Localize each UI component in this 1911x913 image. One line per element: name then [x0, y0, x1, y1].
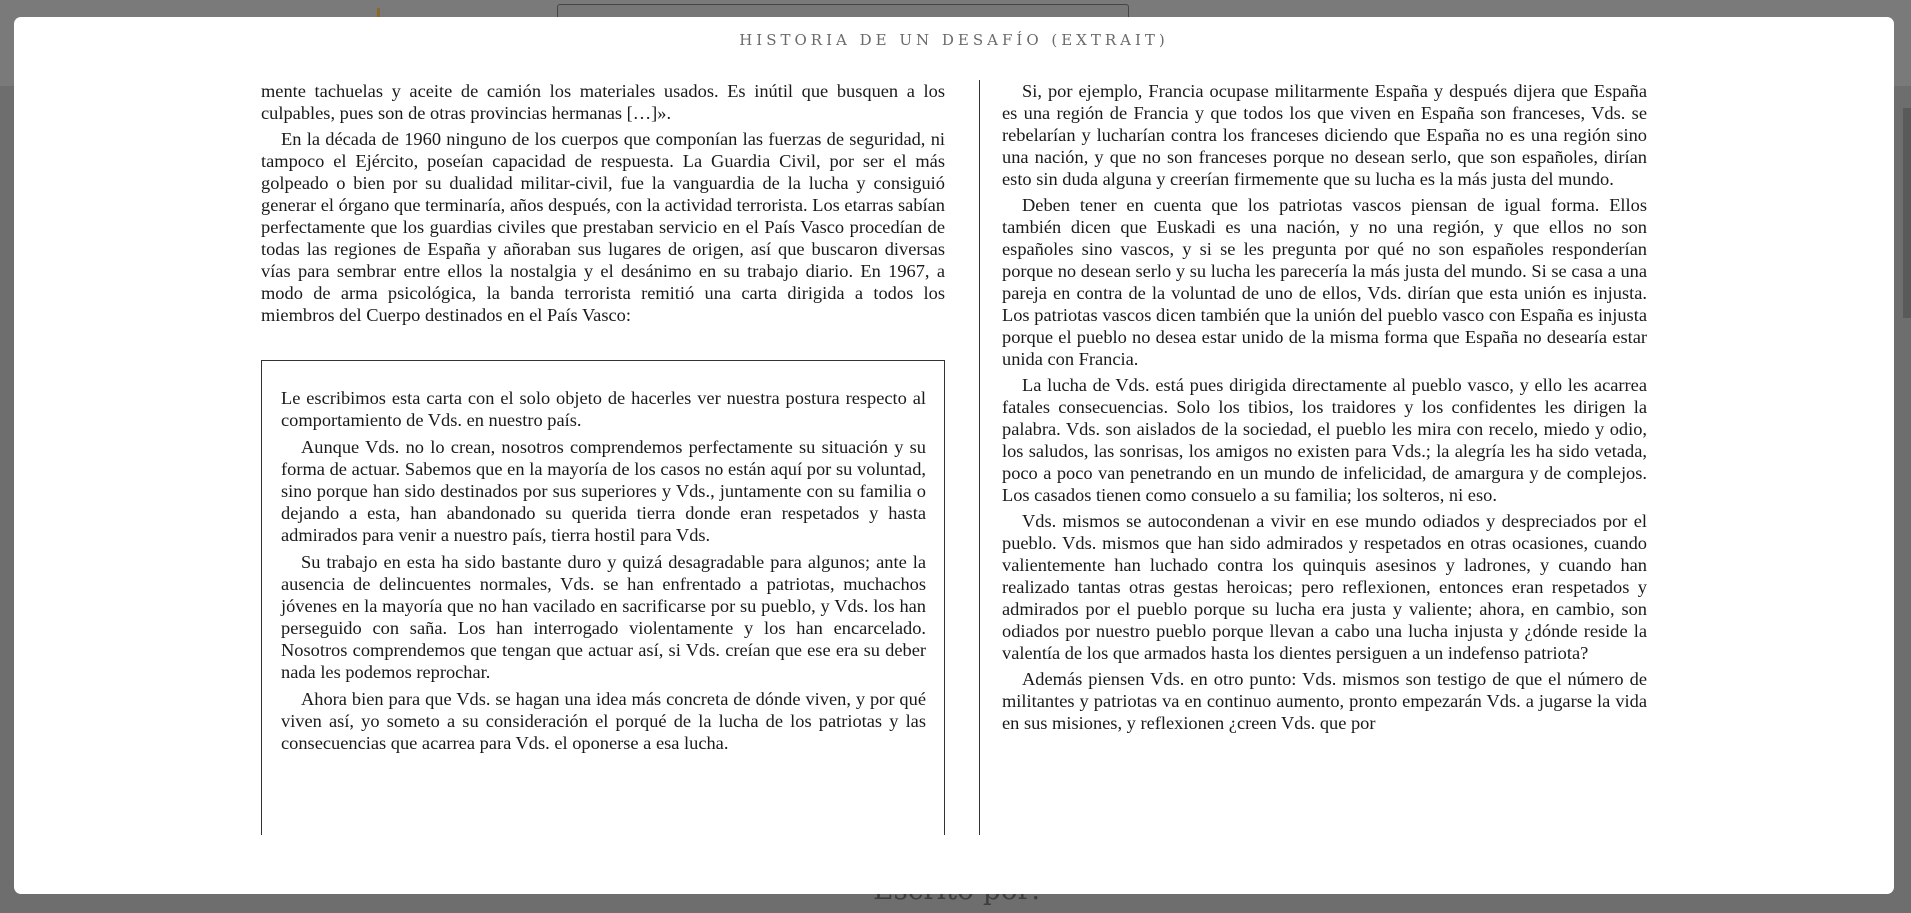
right-column — [1002, 80, 1647, 835]
paragraph: Si, por ejemplo, Francia ocupase militarmente España y después dijera que España es una región de Francia y que todos los que viven en España son franceses, Vds. se rebelarían y lucharían contra los franceses diciendo que España no es una región sino una nación, y que no son franceses porque no desean serlo, que son españoles, dirían esto sin duda alguna y creerían firmemente que su lucha es la más justa del mundo. — [1002, 81, 1647, 189]
letter-paragraph: Ahora bien para que Vds. se hagan una idea más concreta de dónde viven, y por qué viven así, yo someto a su consideración el porqué de la lucha de los patriotas y las consecuencias que acarrea para Vds. el oponerse a esa lucha. — [281, 689, 926, 753]
paragraph: En la década de 1960 ninguno de los cuerpos que componían las fuerzas de seguridad, ni tampoco el Ejército, poseían capacidad de respuesta. La Guardia Civil, por ser el más golpeado o bien por su dualidad militar-civil, fue la vanguardia de la lucha y consiguió generar el órgano que terminaría, años después, con la actividad terrorista. Los etarras sabían perfectamente que los guardias civiles que prestaban servicio en el País Vasco procedían de todas las regiones de España y añoraban sus lugares de origen, así que buscaron diversas vías para sembrar entre ellos la nostalgia y el desánimo en su trabajo diario. En 1967, a modo de arma psicológica, la banda terrorista remitió una carta dirigida a todos los miembros del Cuerpo destinados en el País Vasco: — [261, 129, 945, 325]
paragraph: La lucha de Vds. está pues dirigida directamente al pueblo vasco, y ello les acarrea fatales consecuencias. Solo los tibios, los traidores y los confidentes les dirigen la palabra. Vds. son aislados de la sociedad, el pueblo les mira con recelo, miedo y odio, los saludos, las sonrisas, los amigos no existen para Vds.; la alegría les ha sido vetada, poco a poco van penetrando en un mundo de infelicidad, de amargura y de complejos. Los casados tienen como consuelo a su familia; los solteros, ni eso. — [1002, 375, 1647, 505]
letter-quote-box — [261, 360, 945, 835]
letter-paragraph: Su trabajo en esta ha sido bastante duro y quizá desagradable para algunos; ante la ausencia de delincuentes normales, Vds. se han enfrentado a patriotas, muchachos jóvenes en la mayoría que no han vacilado en sacrificarse por su pueblo, y Vds. los han perseguido con saña. Los han interrogado violentamente y los han encarcelado. Nosotros comprendemos que tengan que actuar así, si Vds. creían que ese era su deber nada les podemos reprochar. — [281, 552, 926, 682]
paragraph: mente tachuelas y aceite de camión los materiales usados. Es inútil que busquen a los culpables, pues son de otras provincias hermanas […]». — [261, 81, 945, 123]
paragraph: Además piensen Vds. en otro punto: Vds. mismos son testigo de que el número de militantes y patriotas va en continuo aumento, pronto empezarán Vds. a jugarse la vida en sus misiones, y reflexionen ¿creen Vds. que por — [1002, 669, 1647, 733]
column-divider — [979, 80, 980, 835]
excerpt-page — [261, 80, 1647, 835]
background-scrollbar — [1903, 108, 1911, 318]
modal-title: HISTORIA DE UN DESAFÍO (EXTRAIT) — [739, 31, 1169, 49]
excerpt-modal — [14, 17, 1894, 894]
paragraph: Deben tener en cuenta que los patriotas vascos piensan de igual forma. Ellos también dicen que Euskadi es una nación, y no una región, y que ellos no son españoles sino vascos, y si se les pregunta por qué no son españoles responderían porque no desean serlo y su lucha les parecería la más justa del mundo. Si se casa a una pareja en contra de la voluntad de uno de ellos, Vds. dirían que esta unión es injusta. Los patriotas vascos dicen también que la unión del pueblo vasco con España es injusta porque el pueblo no desea estar unido de la misma forma que España no desearía estar unida con Francia. — [1002, 195, 1647, 369]
left-column — [261, 80, 945, 835]
paragraph: Vds. mismos se autocondenan a vivir en ese mundo odiados y despreciados por el pueblo. Vds. mismos que han sido admirados y respetados en otras ocasiones, cuando valientemente han luchado contra los quinquis asesinos y ladrones, y cuando han realizado tantas otras gestas heroicas; pero reflexionen, entonces eran respetados y admirados por el pueblo porque su lucha era justa y valiente; ahora, en cambio, son odiados por nuestro pueblo porque llevan a cabo una lucha injusta y ¿dónde reside la valentía de los que armados hasta los dientes persiguen a un indefenso patriota? — [1002, 511, 1647, 663]
letter-paragraph: Le escribimos esta carta con el solo objeto de hacerles ver nuestra postura respecto al comportamiento de Vds. en nuestro país. — [281, 388, 926, 430]
letter-paragraph: Aunque Vds. no lo crean, nosotros comprendemos perfectamente su situación y su forma de actuar. Sabemos que en la mayoría de los casos no están aquí por su voluntad, sino porque han sido destinados por sus superiores y Vds., juntamente con su familia o dejando a esta, han abandonado su querida tierra donde eran respetados y hasta admirados para venir a nuestro país, tierra hostil para Vds. — [281, 437, 926, 545]
